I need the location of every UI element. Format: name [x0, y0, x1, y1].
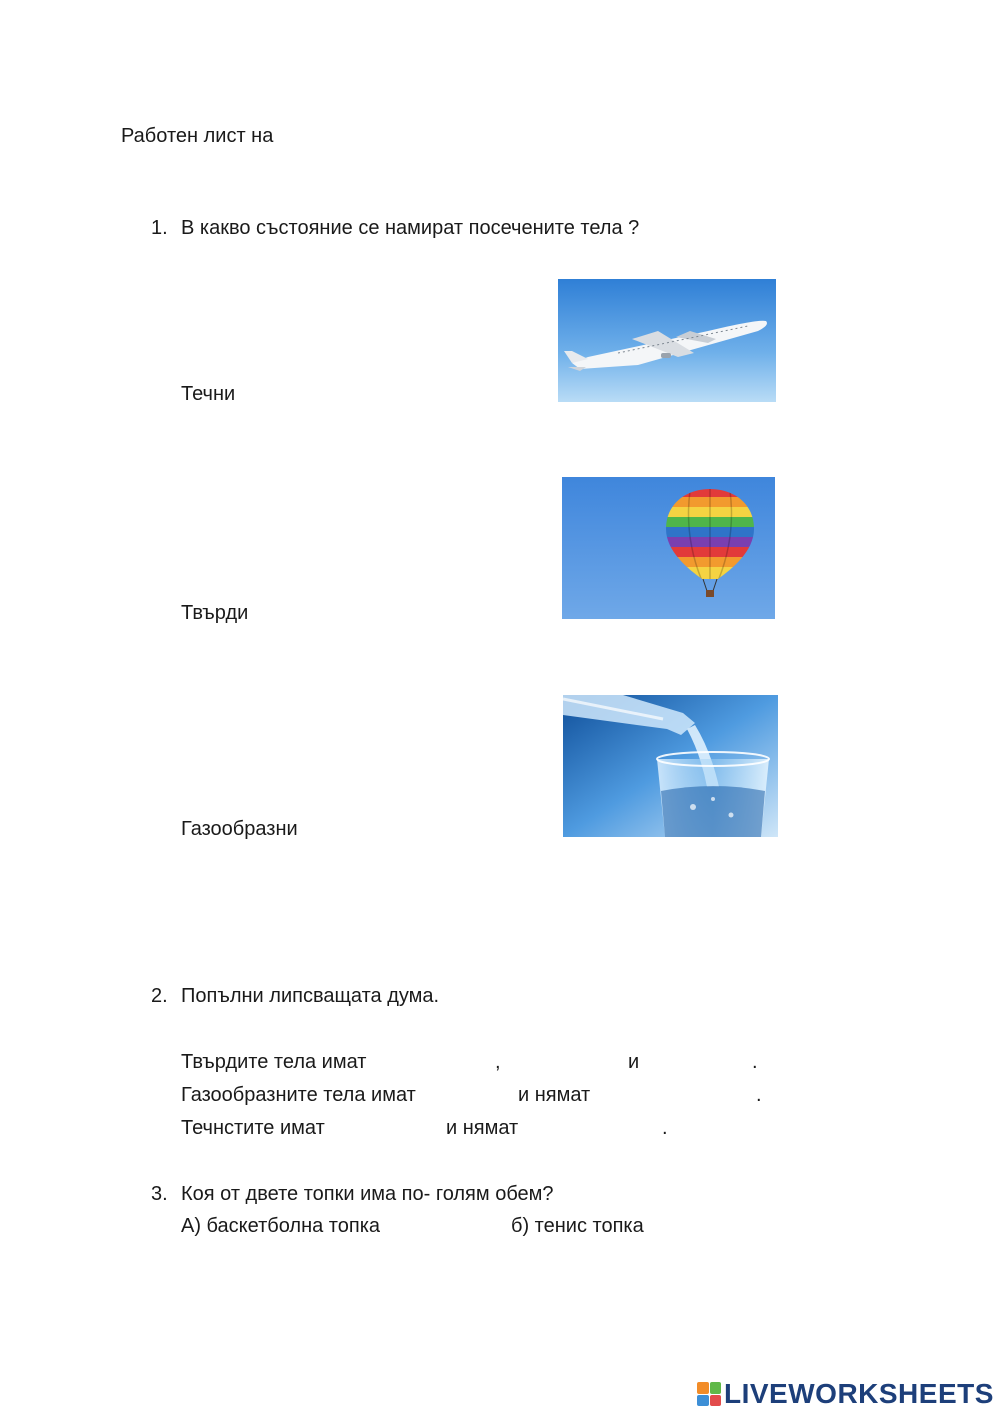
- airplane-image[interactable]: [558, 279, 776, 402]
- question-2-number: 2.: [151, 985, 168, 1007]
- q2-line2-and-not: и нямат: [518, 1084, 591, 1106]
- q3-option-basketball[interactable]: А) баскетболна топка: [181, 1215, 381, 1237]
- q3-option-tennis[interactable]: б) тенис топка: [511, 1215, 644, 1237]
- q2-line2-period: .: [756, 1084, 762, 1106]
- q2-line3-and-not: и нямат: [446, 1117, 519, 1139]
- liveworksheets-logo: [697, 1376, 994, 1412]
- option-gaseous[interactable]: Газообразни: [181, 818, 298, 840]
- glass-shape: [657, 752, 769, 837]
- balloon-basket: [706, 590, 714, 597]
- question-3-number: 3.: [151, 1183, 168, 1205]
- water-glass-image[interactable]: [563, 695, 778, 837]
- liveworksheets-logo-text: LIVEWORKSHEETS: [724, 1378, 994, 1409]
- option-solid[interactable]: Твърди: [181, 602, 249, 624]
- worksheet-title: Работен лист на: [121, 125, 274, 147]
- q2-line3-text: Течнстите имат: [181, 1117, 325, 1139]
- liveworksheets-logo-icon: [697, 1382, 721, 1406]
- question-3-text: Коя от двете топки има по- голям обем?: [181, 1183, 554, 1205]
- option-liquid[interactable]: Течни: [181, 383, 236, 405]
- q2-line1-text: Твърдите тела имат: [181, 1051, 367, 1073]
- question-1-number: 1.: [151, 217, 168, 239]
- q2-line2-text: Газообразните тела имат: [181, 1084, 416, 1106]
- hot-air-balloon-image[interactable]: [562, 477, 775, 619]
- q2-line1-comma: ,: [495, 1051, 501, 1073]
- q2-line1-and: и: [628, 1051, 640, 1073]
- q2-line1-period: .: [752, 1051, 758, 1073]
- question-1-text: В какво състояние се намират посечените тела ?: [181, 217, 640, 239]
- question-2-text: Попълни липсващата дума.: [181, 985, 440, 1007]
- q2-line3-period: .: [662, 1117, 668, 1139]
